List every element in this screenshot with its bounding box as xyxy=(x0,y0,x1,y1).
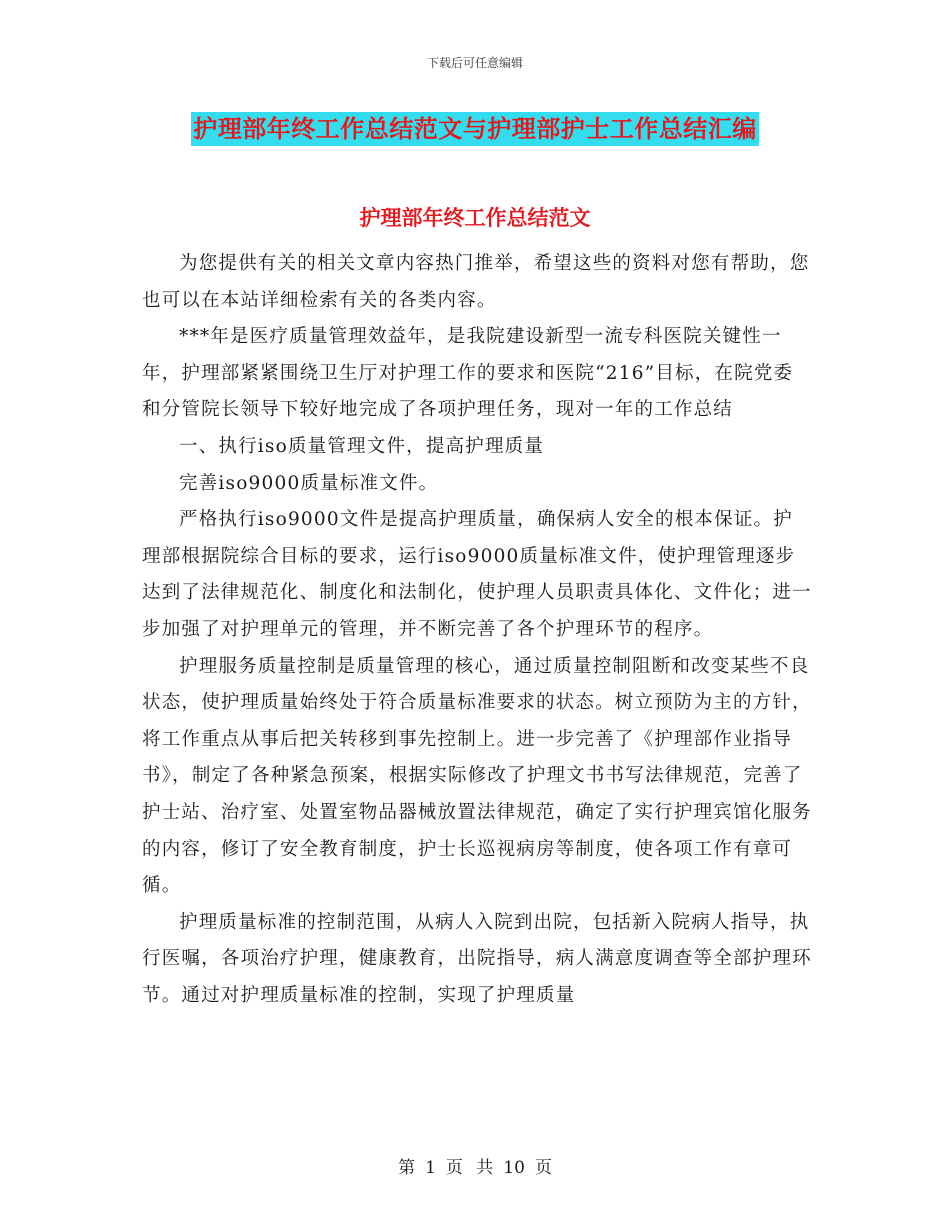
section-title: 护理部年终工作总结范文 xyxy=(359,205,591,230)
paragraph: ***年是医疗质量管理效益年，是我院建设新型一流专科医院关键性一年，护理部紧紧围绕卫生厅对护理工作的要求和医院“216”目标，在院党委和分管院长领导下较好地完成了各项护理任务，现对一年的工作总结 xyxy=(142,326,794,421)
current-page-number: 1 xyxy=(425,1158,436,1178)
footer-suffix: 页 xyxy=(534,1158,552,1178)
footer-prefix: 第 xyxy=(398,1158,416,1178)
paragraph: 为您提供有关的相关文章内容热门推举，希望这些的资料对您有帮助，您也可以在本站详细检索有关的各类内容。 xyxy=(142,253,810,311)
main-title-container xyxy=(0,112,950,146)
paragraph: 严格执行iso9000文件是提高护理质量，确保病人安全的根本保证。护理部根据院综合目标的要求，运行iso9000质量标准文件，使护理管理逐步达到了法律规范化、制度化和法制化，使护理人员职责具体化、文件化；进一步加强了对护理单元的管理，并不断完善了各个护理环节的程序。 xyxy=(142,509,812,640)
paragraph: 一、执行iso质量管理文件，提高护理质量 xyxy=(179,435,545,457)
header-note: 下载后可任意编辑 xyxy=(426,56,523,70)
paragraph: 完善iso9000质量标准文件。 xyxy=(179,472,439,494)
total-pages-number: 10 xyxy=(503,1158,525,1178)
paragraph: 护理质量标准的控制范围，从病人入院到出院，包括新入院病人指导，执行医嘱，各项治疗护理，健康教育，出院指导，病人满意度调查等全部护理环节。通过对护理质量标准的控制，实现了护理质量 xyxy=(142,911,812,1006)
paragraph: 护理服务质量控制是质量管理的核心，通过质量控制阻断和改变某些不良状态，使护理质量始终处于符合质量标准要求的状态。树立预防为主的方针，将工作重点从事后把关转移到事先控制上。进一步完善了《护理部作业指导书》，制定了各种紧急预案，根据实际修改了护理文书书写法律规范，完善了护士站、治疗室、处置室物品器械放置法律规范，确定了实行护理宾馆化服务的内容，修订了安全教育制度，护士长巡视病房等制度，使各项工作有章可循。 xyxy=(142,655,812,897)
footer-middle: 页 共 xyxy=(445,1158,494,1178)
document-body xyxy=(142,246,812,1014)
document-title: 护理部年终工作总结范文与护理部护士工作总结汇编 xyxy=(191,112,759,146)
page-number-footer xyxy=(0,1153,950,1178)
